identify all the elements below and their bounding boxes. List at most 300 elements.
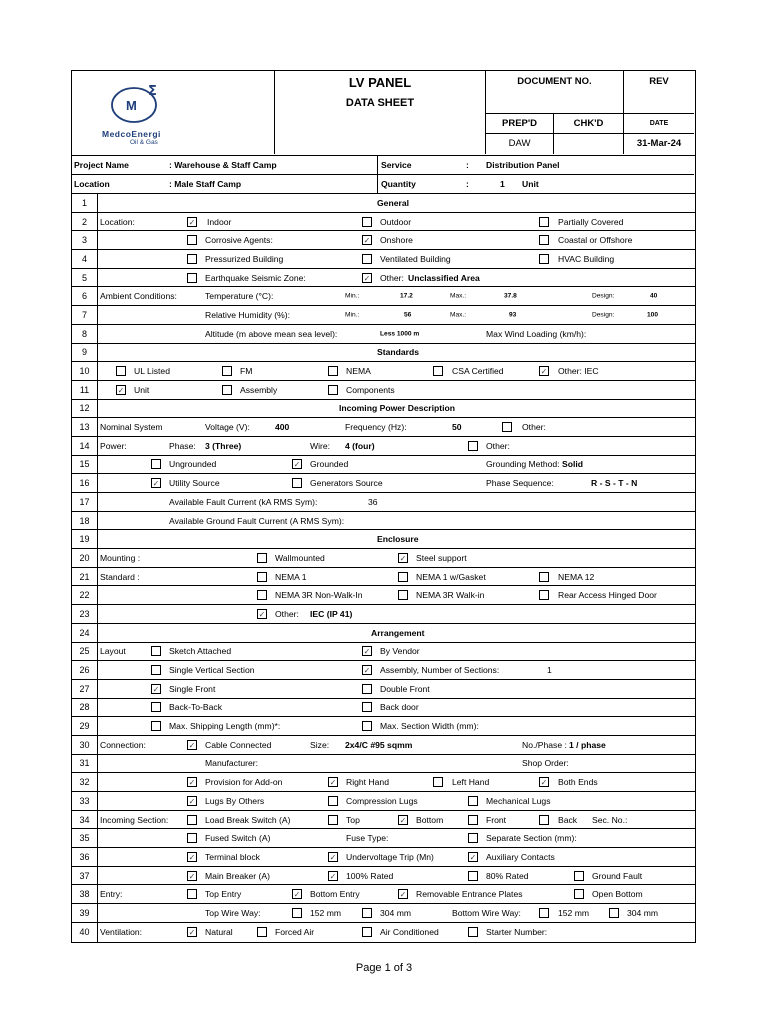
checkbox[interactable]	[257, 572, 267, 582]
field-text: Separate Section (mm):	[486, 833, 577, 844]
field-text: Undervoltage Trip (Mn)	[346, 851, 434, 862]
checkbox-checked[interactable]: ✓	[540, 778, 548, 788]
table-row	[72, 287, 695, 306]
field-text: Ungrounded	[169, 459, 217, 470]
field-text: Design:	[592, 311, 615, 319]
field-text: Partially Covered	[558, 216, 624, 227]
field-text: Forced Air	[275, 927, 315, 938]
field-text: 152 mm	[310, 907, 342, 918]
field-text: Standard :	[100, 571, 140, 582]
checkbox[interactable]	[362, 908, 372, 918]
medco-logo-icon	[102, 75, 212, 137]
checkbox[interactable]	[328, 796, 338, 806]
checkbox-checked[interactable]: ✓	[188, 740, 196, 750]
table-row	[72, 643, 695, 662]
field-text: Size:	[310, 739, 330, 750]
quantity-unit: Unit	[522, 178, 539, 189]
quantity-colon: :	[466, 178, 469, 189]
table-row	[72, 362, 695, 381]
row-number: 33	[72, 792, 98, 810]
row-number: 3	[72, 231, 98, 249]
checkbox[interactable]	[187, 889, 197, 899]
field-text: 304 mm	[380, 907, 412, 918]
row-number: 5	[72, 269, 98, 287]
table-row	[72, 829, 695, 848]
field-text: Altitude (m above mean sea level):	[205, 328, 338, 339]
field-text: Outdoor	[380, 216, 412, 227]
field-text: Shop Order:	[522, 758, 569, 769]
field-text: Starter Number:	[486, 927, 548, 938]
checkbox-checked[interactable]: ✓	[363, 236, 371, 246]
row-number: 2	[72, 213, 98, 231]
row-number: 16	[72, 474, 98, 492]
row-number: 26	[72, 661, 98, 679]
row-number: 29	[72, 717, 98, 735]
field-text: Compression Lugs	[346, 795, 418, 806]
field-text: Entry:	[100, 889, 123, 900]
checkbox-checked[interactable]: ✓	[188, 796, 196, 806]
field-text: Other:	[486, 440, 510, 451]
field-text: 1	[547, 665, 552, 676]
row-number: 24	[72, 624, 98, 642]
field-text: Mechanical Lugs	[486, 795, 551, 806]
checkbox[interactable]	[433, 366, 443, 376]
table-row	[72, 904, 695, 923]
project-name-label: Project Name	[74, 160, 129, 170]
field-text: Onshore	[380, 235, 413, 246]
checkbox[interactable]	[398, 590, 408, 600]
row-number: 32	[72, 773, 98, 791]
field-text: Coastal or Offshore	[558, 235, 633, 246]
table-row	[72, 680, 695, 699]
field-text: Location:	[100, 216, 135, 227]
field-text: Unit	[134, 384, 150, 395]
field-text: 37.8	[504, 292, 517, 300]
checkbox-checked[interactable]: ✓	[399, 553, 407, 563]
field-text: 56	[404, 311, 412, 319]
checkbox-checked[interactable]: ✓	[329, 778, 337, 788]
field-text: Incoming Section:	[100, 814, 169, 825]
field-text: Voltage (V):	[205, 422, 250, 433]
date-label: DATE	[624, 114, 694, 134]
table-row	[72, 885, 695, 904]
field-text: Right Hand	[346, 777, 389, 788]
checkbox[interactable]	[187, 254, 197, 264]
checkbox[interactable]	[433, 777, 443, 787]
checkbox[interactable]	[468, 833, 478, 843]
field-text: 400	[275, 422, 290, 433]
field-text: Assembly, Number of Sections:	[380, 665, 500, 676]
row-number: 18	[72, 512, 98, 530]
field-text: Max. Section Width (mm):	[380, 721, 479, 732]
table-row	[72, 755, 695, 774]
checkbox[interactable]	[362, 721, 372, 731]
checkbox[interactable]	[292, 908, 302, 918]
field-text: Relative Humidity (%):	[205, 309, 291, 320]
logo-text: MedcoEnergi	[102, 129, 161, 139]
checkbox[interactable]	[468, 927, 478, 937]
field-text: Sketch Attached	[169, 646, 232, 657]
field-text: Bottom	[416, 814, 444, 825]
field-text: NEMA 3R Non-Walk-In	[275, 590, 363, 601]
field-text: By Vendor	[380, 646, 420, 657]
field-text: 40	[650, 292, 658, 300]
checkbox[interactable]	[328, 366, 338, 376]
field-text: Sec. No.:	[592, 814, 628, 825]
location-value: : Male Staff Camp	[169, 178, 242, 189]
checkbox[interactable]	[609, 908, 619, 918]
field-text: Bottom Entry	[310, 889, 360, 900]
field-text: Single Vertical Section	[169, 665, 255, 676]
field-text: Back	[558, 814, 578, 825]
field-text: Steel support	[416, 552, 467, 563]
row-number: 37	[72, 867, 98, 885]
field-text: Ground Fault	[592, 870, 643, 881]
checkbox-checked[interactable]: ✓	[329, 852, 337, 862]
checkbox[interactable]	[187, 235, 197, 245]
checkbox-checked[interactable]: ✓	[399, 815, 407, 825]
checkbox[interactable]	[222, 366, 232, 376]
checkbox[interactable]	[292, 478, 302, 488]
field-text: UL Listed	[134, 366, 170, 377]
row-number: 28	[72, 699, 98, 717]
field-text: NEMA 1	[275, 571, 307, 582]
checkbox[interactable]	[151, 665, 161, 675]
field-text: Temperature (°C):	[205, 291, 274, 302]
field-text: Ventilation:	[100, 927, 143, 938]
field-text: Auxiliary Contacts	[486, 851, 555, 862]
field-text: Indoor	[207, 216, 232, 227]
table-row	[72, 325, 695, 344]
field-text: Back-To-Back	[169, 702, 223, 713]
field-text: Min.:	[345, 311, 360, 319]
field-text: Incoming Power Description	[339, 403, 456, 414]
field-text: Both Ends	[558, 777, 598, 788]
field-text: Left Hand	[452, 777, 490, 788]
checkbox[interactable]	[362, 684, 372, 694]
table-row	[72, 699, 695, 718]
checkbox[interactable]	[187, 815, 197, 825]
row-number: 1	[72, 194, 98, 212]
checkbox-checked[interactable]: ✓	[152, 684, 160, 694]
field-text: Manufacturer:	[205, 758, 259, 769]
field-text: Grounded	[310, 459, 349, 470]
field-text: 50	[452, 422, 462, 433]
field-text: Other: IEC	[558, 366, 599, 377]
checkbox[interactable]	[398, 572, 408, 582]
row-number: 6	[72, 287, 98, 305]
field-text: 100	[647, 311, 659, 319]
checkbox[interactable]	[328, 385, 338, 395]
field-text: Top Wire Way:	[205, 907, 261, 918]
checkbox[interactable]	[151, 459, 161, 469]
prepd-value: DAW	[486, 134, 554, 154]
checkbox[interactable]	[539, 254, 549, 264]
row-number: 21	[72, 568, 98, 586]
field-text: Phase:	[169, 440, 196, 451]
checkbox-checked[interactable]: ✓	[399, 890, 407, 900]
field-text: Corrosive Agents:	[205, 235, 273, 246]
row-number: 4	[72, 250, 98, 268]
field-text: Mounting :	[100, 552, 141, 563]
field-text: FM	[240, 366, 253, 377]
checkbox[interactable]	[257, 553, 267, 563]
row-number: 19	[72, 530, 98, 548]
field-text: Wire:	[310, 440, 331, 451]
chkd-label: CHK'D	[554, 114, 624, 134]
field-text: Bottom Wire Way:	[452, 907, 521, 918]
checkbox-checked[interactable]: ✓	[152, 479, 160, 489]
checkbox[interactable]	[362, 254, 372, 264]
field-text: Generators Source	[310, 478, 383, 489]
svg-text:Σ: Σ	[148, 84, 157, 99]
field-text: Load Break Switch (A)	[205, 814, 291, 825]
field-text: 4 (four)	[345, 440, 375, 451]
table-row	[72, 250, 695, 269]
table-row	[72, 306, 695, 325]
row-number: 15	[72, 456, 98, 474]
checkbox[interactable]	[574, 889, 584, 899]
row-number: 13	[72, 418, 98, 436]
field-text: Unclassified Area	[408, 272, 480, 283]
table-row	[72, 605, 695, 624]
field-text: 304 mm	[627, 907, 659, 918]
checkbox[interactable]	[362, 217, 372, 227]
field-text: 2x4/C #95 sqmm	[345, 739, 413, 750]
field-text: Terminal block	[205, 851, 260, 862]
field-text: Back door	[380, 702, 419, 713]
checkbox[interactable]	[502, 422, 512, 432]
field-text: Solid	[562, 459, 584, 470]
row-number: 7	[72, 306, 98, 324]
table-row	[72, 474, 695, 493]
checkbox[interactable]	[328, 815, 338, 825]
checkbox-checked[interactable]: ✓	[188, 852, 196, 862]
table-row	[72, 811, 695, 830]
field-text: Fused Switch (A)	[205, 833, 271, 844]
checkbox[interactable]	[468, 871, 478, 881]
row-number: 22	[72, 586, 98, 604]
field-text: Assembly	[240, 384, 278, 395]
table-row	[72, 418, 695, 437]
field-text: 1 / phase	[569, 739, 606, 750]
checkbox-checked[interactable]: ✓	[188, 778, 196, 788]
doc-no-label: DOCUMENT NO.	[517, 76, 592, 87]
checkbox-checked[interactable]: ✓	[188, 928, 196, 938]
table-row	[72, 269, 695, 288]
field-text: Ventilated Building	[380, 253, 451, 264]
checkbox[interactable]	[468, 796, 478, 806]
checkbox[interactable]	[222, 385, 232, 395]
checkbox-checked[interactable]: ✓	[329, 871, 337, 881]
checkbox-checked[interactable]: ✓	[293, 460, 301, 470]
spec-table	[71, 194, 696, 943]
field-text: Main Breaker (A)	[205, 870, 270, 881]
checkbox-checked[interactable]: ✓	[363, 273, 371, 283]
field-text: Cable Connected	[205, 739, 272, 750]
field-text: R - S - T - N	[591, 478, 638, 489]
checkbox[interactable]	[187, 833, 197, 843]
field-text: Front	[486, 814, 507, 825]
row-number: 36	[72, 848, 98, 866]
checkbox-checked[interactable]: ✓	[293, 890, 301, 900]
checkbox[interactable]	[539, 908, 549, 918]
checkbox[interactable]	[257, 927, 267, 937]
table-row	[72, 493, 695, 512]
project-name-value: : Warehouse & Staff Camp	[169, 160, 277, 170]
field-text: Max.:	[450, 311, 467, 319]
checkbox[interactable]	[539, 815, 549, 825]
field-text: Single Front	[169, 683, 216, 694]
field-text: CSA Certified	[452, 366, 504, 377]
checkbox[interactable]	[539, 572, 549, 582]
location-label: Location	[74, 178, 110, 189]
quantity-value: 1	[500, 178, 505, 189]
field-text: 36	[368, 496, 378, 507]
doc-subtitle: DATA SHEET	[345, 97, 415, 109]
table-row	[72, 381, 695, 400]
checkbox[interactable]	[257, 590, 267, 600]
field-text: Wallmounted	[275, 552, 325, 563]
field-text: Available Fault Current (kA RMS Sym):	[169, 496, 318, 507]
prepd-label: PREP'D	[486, 114, 554, 134]
checkbox-checked[interactable]: ✓	[188, 871, 196, 881]
rev-cell	[624, 71, 694, 114]
row-number: 11	[72, 381, 98, 399]
field-text: Air Conditioned	[380, 927, 439, 938]
field-text: Enclosure	[377, 534, 419, 545]
row-number: 10	[72, 362, 98, 380]
field-text: No./Phase :	[522, 739, 567, 750]
checkbox-checked[interactable]: ✓	[363, 647, 371, 657]
checkbox[interactable]	[468, 815, 478, 825]
row-number: 40	[72, 923, 98, 942]
checkbox-checked[interactable]: ✓	[117, 385, 125, 395]
field-text: Provision for Add-on	[205, 777, 283, 788]
date-value: 31-Mar-24	[636, 138, 682, 149]
field-text: Other:	[275, 608, 299, 619]
doc-title: LV PANEL	[348, 75, 412, 90]
table-row	[72, 231, 695, 250]
checkbox[interactable]	[116, 366, 126, 376]
field-text: Max. Shipping Length (mm)*:	[169, 721, 281, 732]
checkbox[interactable]	[362, 702, 372, 712]
table-row	[72, 624, 695, 643]
row-number: 12	[72, 400, 98, 418]
chkd-value	[554, 134, 624, 154]
field-text: Available Ground Fault Current (A RMS Sym):	[169, 515, 345, 526]
field-text: Arrangement	[371, 627, 425, 638]
checkbox[interactable]	[539, 235, 549, 245]
checkbox[interactable]	[151, 702, 161, 712]
field-text: Utility Source	[169, 478, 220, 489]
table-row	[72, 736, 695, 755]
checkbox-checked[interactable]: ✓	[188, 217, 196, 227]
checkbox[interactable]	[151, 721, 161, 731]
service-colon: :	[466, 160, 469, 170]
checkbox[interactable]	[468, 441, 478, 451]
location-row	[72, 174, 694, 193]
field-text: Standards	[377, 347, 420, 358]
field-text: Frequency (Hz):	[345, 422, 407, 433]
page-number: Page 1 of 3	[355, 962, 413, 974]
svg-text:M: M	[126, 98, 137, 113]
field-text: Double Front	[380, 683, 430, 694]
field-text: Nominal System	[100, 422, 163, 433]
field-text: 100% Rated	[346, 870, 394, 881]
row-number: 8	[72, 325, 98, 343]
table-row	[72, 586, 695, 605]
checkbox[interactable]	[151, 646, 161, 656]
field-text: Components	[346, 384, 395, 395]
checkbox-checked[interactable]: ✓	[540, 367, 548, 377]
field-text: 152 mm	[558, 907, 590, 918]
table-row	[72, 213, 695, 232]
field-text: Min.:	[345, 292, 360, 300]
field-text: Other:	[380, 272, 404, 283]
field-text: Max.:	[450, 292, 467, 300]
logo-subtext: Oil & Gas	[130, 139, 158, 146]
table-row	[72, 549, 695, 568]
field-text: Pressurized Building	[205, 253, 284, 264]
field-text: General	[377, 197, 410, 208]
field-text: 17.2	[400, 292, 413, 300]
field-text: HVAC Building	[558, 253, 615, 264]
checkbox-checked[interactable]: ✓	[363, 666, 371, 676]
field-text: Removable Entrance Plates	[416, 889, 523, 900]
field-text: Design:	[592, 292, 615, 300]
row-number: 14	[72, 437, 98, 455]
table-row	[72, 512, 695, 531]
row-number: 20	[72, 549, 98, 567]
checkbox-checked[interactable]: ✓	[258, 609, 266, 619]
field-text: 3 (Three)	[205, 440, 242, 451]
checkbox[interactable]	[574, 871, 584, 881]
header-block	[71, 70, 696, 156]
table-row	[72, 773, 695, 792]
field-text: 93	[509, 311, 517, 319]
field-text: NEMA 12	[558, 571, 595, 582]
checkbox[interactable]	[539, 590, 549, 600]
rev-label: REV	[649, 76, 669, 87]
project-info	[71, 156, 696, 194]
table-row	[72, 792, 695, 811]
table-row	[72, 568, 695, 587]
field-text: Phase Sequence:	[486, 478, 554, 489]
table-row	[72, 400, 695, 419]
table-row	[72, 344, 695, 363]
field-text: Top	[346, 814, 360, 825]
table-row	[72, 194, 695, 213]
checkbox-checked[interactable]: ✓	[469, 852, 477, 862]
project-row	[72, 156, 694, 175]
row-number: 30	[72, 736, 98, 754]
checkbox[interactable]	[187, 273, 197, 283]
field-text: Top Entry	[205, 889, 242, 900]
field-text: Max Wind Loading (km/h):	[486, 328, 587, 339]
checkbox[interactable]	[539, 217, 549, 227]
logo-cell	[72, 71, 275, 154]
field-text: Grounding Method:	[486, 459, 560, 470]
field-text: Ambient Conditions:	[100, 291, 177, 302]
field-text: IEC (IP 41)	[310, 608, 353, 619]
field-text: 80% Rated	[486, 870, 529, 881]
field-text: Layout	[100, 646, 126, 657]
row-number: 17	[72, 493, 98, 511]
checkbox[interactable]	[362, 927, 372, 937]
row-number: 23	[72, 605, 98, 623]
row-number: 27	[72, 680, 98, 698]
